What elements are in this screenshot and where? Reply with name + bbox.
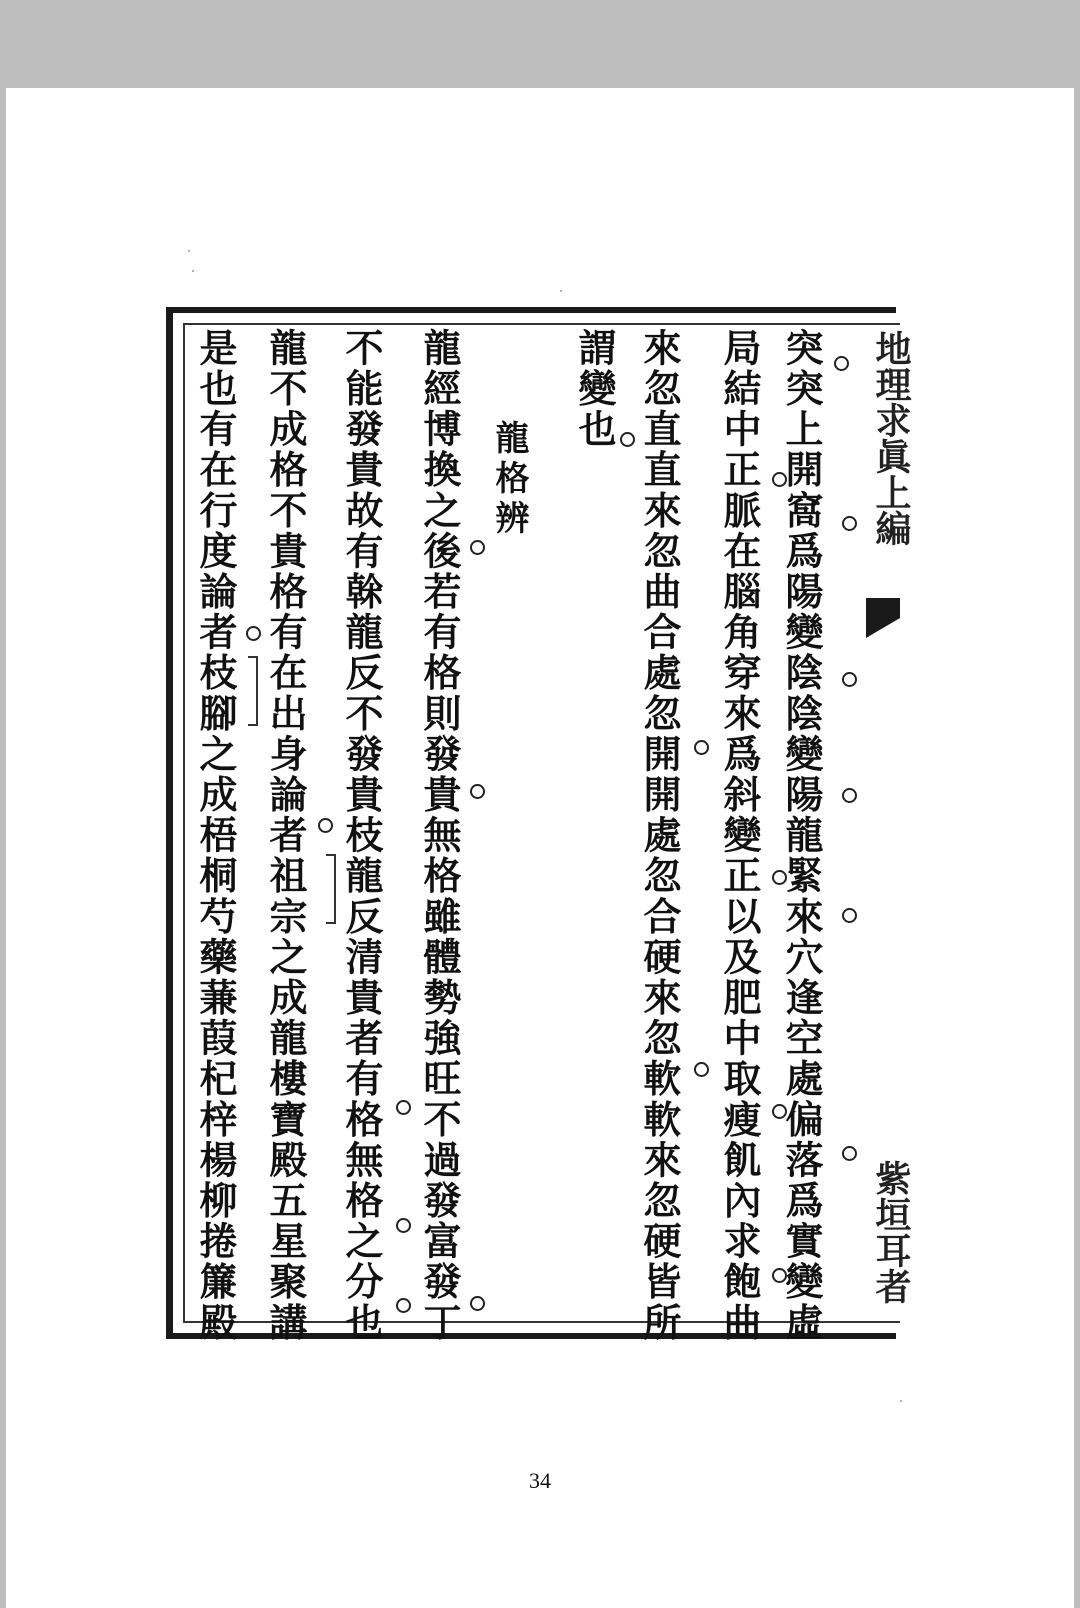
punctuation-mark [470,540,485,555]
punctuation-mark [842,1146,857,1161]
punctuation-mark [842,516,857,531]
punctuation-mark [772,870,787,885]
punctuation-mark [620,432,635,447]
scan-speck [188,250,190,252]
punctuation-mark [772,472,787,487]
punctuation-mark [246,626,261,641]
author-name: 紫垣耳者 [870,1160,912,1304]
text-column-1: 突突上開窩爲陽變陰陰變陽龍緊來穴逢空處偏落爲實變虛 [779,328,824,1343]
scan-speck [900,1400,902,1402]
punctuation-mark [842,908,857,923]
section-heading: 龍格辨 [489,420,529,540]
punctuation-mark [396,1218,411,1233]
punctuation-mark [842,672,857,687]
text-column-4: 謂變也 [572,328,617,450]
punctuation-mark [396,1100,411,1115]
scan-speck [560,290,562,292]
punctuation-mark [470,784,485,799]
punctuation-mark [318,818,333,833]
text-column-2: 局結中正脈在腦角穿來爲斜變正以及肥中取瘦飢內求飽曲 [717,328,762,1343]
punctuation-mark [694,740,709,755]
text-column-7: 不能發貴故有榦龍反不發貴枝龍反清貴者有格無格之分也 [339,328,384,1343]
text-column-9: 是也有在行度論者枝腳之成梧桐芍藥蒹葭杞梓楊柳捲簾殿 [193,328,238,1343]
punctuation-mark [834,356,849,371]
book-title: 地理求眞上編 [870,330,912,546]
punctuation-mark [470,1296,485,1311]
text-column-8: 龍不成格不貴格有在出身論者祖宗之成龍樓寶殿五星聚講 [263,328,308,1343]
text-column-3: 來忽直直來忽曲合處忽開開處忽合硬來忽軟軟來忽硬皆所 [637,328,682,1343]
page-number: 34 [529,1468,551,1493]
proper-noun-bracket [248,656,258,726]
proper-noun-bracket [326,854,336,924]
text-column-6: 龍經博換之後若有格則發貴無格雖體勢強旺不過發富發丁 [417,328,462,1343]
punctuation-mark [772,1104,787,1119]
punctuation-mark [772,1268,787,1283]
punctuation-mark [396,1298,411,1313]
scan-speck [192,270,194,272]
punctuation-mark [694,1062,709,1077]
punctuation-mark [842,788,857,803]
